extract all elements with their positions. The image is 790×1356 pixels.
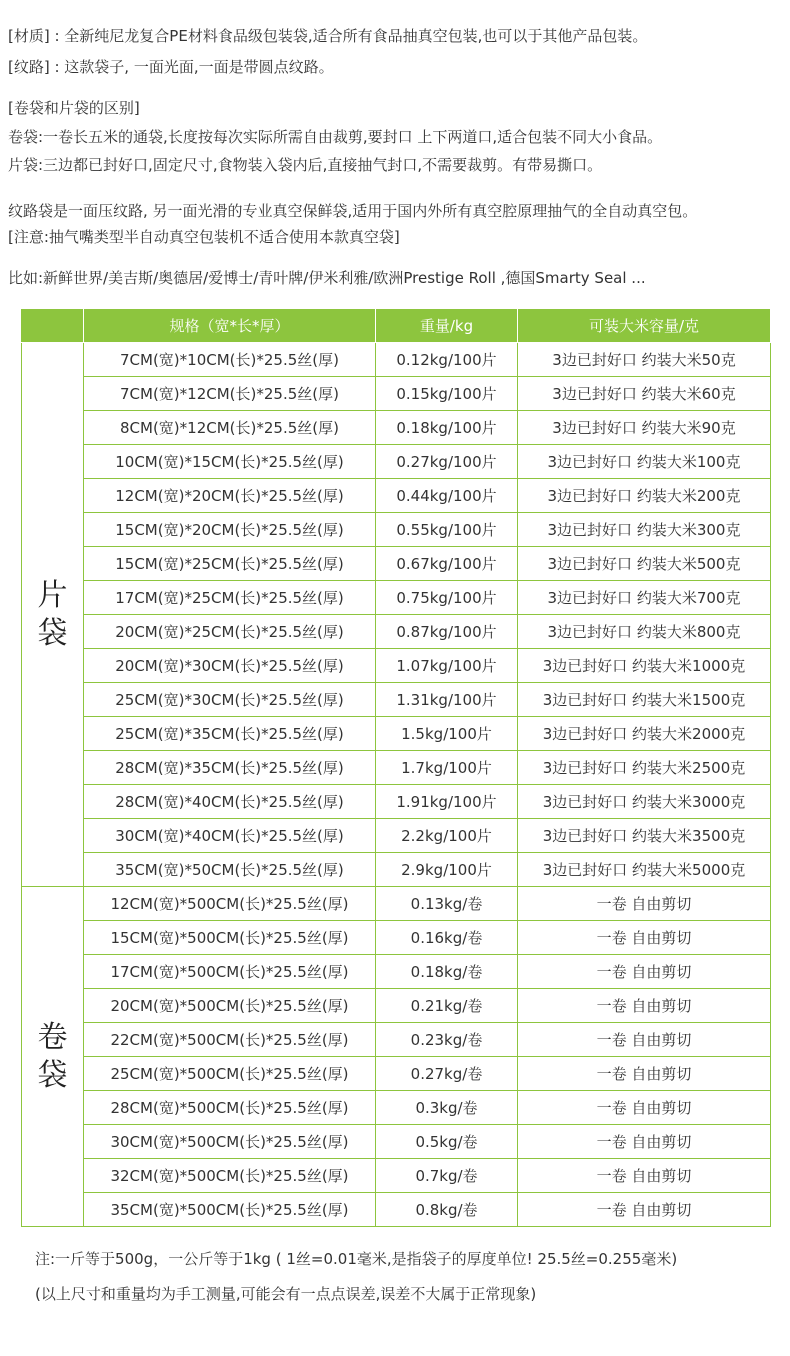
- spec-table: [21, 308, 771, 1227]
- table-row: [22, 649, 771, 683]
- cell-spec: 8CM(宽)*12CM(长)*25.5丝(厚): [84, 411, 376, 445]
- cell-weight: 0.15kg/100片: [376, 377, 518, 411]
- sheet-group-char: 袋: [37, 615, 68, 651]
- cell-spec: 10CM(宽)*15CM(长)*25.5丝(厚): [84, 445, 376, 479]
- cell-weight: 0.7kg/卷: [376, 1159, 518, 1193]
- cell-capacity: 3边已封好口 约装大米800克: [518, 615, 771, 649]
- cell-weight: 0.67kg/100片: [376, 547, 518, 581]
- cell-capacity: 3边已封好口 约装大米1000克: [518, 649, 771, 683]
- cell-capacity: 一卷 自由剪切: [518, 1023, 771, 1057]
- cell-capacity: 3边已封好口 约装大米700克: [518, 581, 771, 615]
- sheet-group-label: [22, 343, 84, 887]
- cell-weight: 1.5kg/100片: [376, 717, 518, 751]
- cell-weight: 0.18kg/卷: [376, 955, 518, 989]
- roll-group-char: 袋: [37, 1057, 68, 1093]
- cell-spec: 17CM(宽)*25CM(长)*25.5丝(厚): [84, 581, 376, 615]
- table-row: [22, 377, 771, 411]
- table-row: [22, 343, 771, 377]
- cell-weight: 2.9kg/100片: [376, 853, 518, 887]
- cell-weight: 0.75kg/100片: [376, 581, 518, 615]
- table-row: [22, 887, 771, 921]
- cell-weight: 0.16kg/卷: [376, 921, 518, 955]
- cell-capacity: 一卷 自由剪切: [518, 887, 771, 921]
- cell-capacity: 一卷 自由剪切: [518, 1159, 771, 1193]
- table-row: [22, 445, 771, 479]
- cell-capacity: 3边已封好口 约装大米300克: [518, 513, 771, 547]
- note-measure: (以上尺寸和重量均为手工测量,可能会有一点点误差,误差不大属于正常现象): [35, 1285, 537, 1303]
- cell-spec: 28CM(宽)*35CM(长)*25.5丝(厚): [84, 751, 376, 785]
- cell-capacity: 3边已封好口 约装大米200克: [518, 479, 771, 513]
- cell-weight: 1.7kg/100片: [376, 751, 518, 785]
- intro-warning: [注意:抽气嘴类型半自动真空包装机不适合使用本款真空袋]: [8, 228, 400, 246]
- table-row: [22, 1159, 771, 1193]
- cell-capacity: 一卷 自由剪切: [518, 1125, 771, 1159]
- table-row: [22, 1023, 771, 1057]
- intro-usage: 纹路袋是一面压纹路, 另一面光滑的专业真空保鲜袋,适用于国内外所有真空腔原理抽气的全自动真空包。: [8, 202, 698, 220]
- cell-spec: 7CM(宽)*12CM(长)*25.5丝(厚): [84, 377, 376, 411]
- note-units: 注:一斤等于500g，一公斤等于1kg ( 1丝=0.01毫米,是指袋子的厚度单位! 25.5丝=0.255毫米): [35, 1250, 678, 1268]
- cell-capacity: 3边已封好口 约装大米60克: [518, 377, 771, 411]
- cell-capacity: 一卷 自由剪切: [518, 1193, 771, 1227]
- cell-spec: 20CM(宽)*500CM(长)*25.5丝(厚): [84, 989, 376, 1023]
- cell-weight: 0.3kg/卷: [376, 1091, 518, 1125]
- cell-weight: 2.2kg/100片: [376, 819, 518, 853]
- table-row: [22, 615, 771, 649]
- cell-spec: 32CM(宽)*500CM(长)*25.5丝(厚): [84, 1159, 376, 1193]
- intro-sheet-desc: 片袋:三边都已封好口,固定尺寸,食物装入袋内后,直接抽气封口,不需要裁剪。有带易撕口。: [8, 156, 603, 174]
- cell-weight: 0.8kg/卷: [376, 1193, 518, 1227]
- cell-spec: 7CM(宽)*10CM(长)*25.5丝(厚): [84, 343, 376, 377]
- cell-capacity: 3边已封好口 约装大米3500克: [518, 819, 771, 853]
- table-row: [22, 853, 771, 887]
- cell-spec: 30CM(宽)*40CM(长)*25.5丝(厚): [84, 819, 376, 853]
- cell-spec: 17CM(宽)*500CM(长)*25.5丝(厚): [84, 955, 376, 989]
- table-row: [22, 921, 771, 955]
- cell-spec: 25CM(宽)*500CM(长)*25.5丝(厚): [84, 1057, 376, 1091]
- intro-material: [材质] : 全新纯尼龙复合PE材料食品级包装袋,适合所有食品抽真空包装,也可以于其他产品包装。: [8, 27, 648, 45]
- table-row: [22, 581, 771, 615]
- table-row: [22, 479, 771, 513]
- cell-capacity: 3边已封好口 约装大米50克: [518, 343, 771, 377]
- cell-spec: 12CM(宽)*20CM(长)*25.5丝(厚): [84, 479, 376, 513]
- intro-examples: 比如:新鲜世界/美吉斯/奥德居/爱博士/青叶牌/伊米利雅/欧洲Prestige Roll ,德国Smarty Seal ...: [8, 269, 646, 287]
- header-spec: 规格（宽*长*厚）: [84, 309, 376, 343]
- cell-capacity: 3边已封好口 约装大米500克: [518, 547, 771, 581]
- table-row: [22, 547, 771, 581]
- table-row: [22, 1057, 771, 1091]
- cell-spec: 25CM(宽)*30CM(长)*25.5丝(厚): [84, 683, 376, 717]
- cell-spec: 28CM(宽)*40CM(长)*25.5丝(厚): [84, 785, 376, 819]
- table-row: [22, 1125, 771, 1159]
- cell-spec: 15CM(宽)*25CM(长)*25.5丝(厚): [84, 547, 376, 581]
- cell-capacity: 一卷 自由剪切: [518, 1091, 771, 1125]
- cell-capacity: 3边已封好口 约装大米1500克: [518, 683, 771, 717]
- cell-weight: 0.27kg/100片: [376, 445, 518, 479]
- cell-weight: 0.12kg/100片: [376, 343, 518, 377]
- cell-capacity: 一卷 自由剪切: [518, 1057, 771, 1091]
- cell-weight: 0.18kg/100片: [376, 411, 518, 445]
- cell-weight: 0.27kg/卷: [376, 1057, 518, 1091]
- roll-group-char: 卷: [37, 1019, 68, 1055]
- cell-weight: 1.31kg/100片: [376, 683, 518, 717]
- cell-spec: 20CM(宽)*25CM(长)*25.5丝(厚): [84, 615, 376, 649]
- table-row: [22, 1193, 771, 1227]
- header-weight: 重量/kg: [376, 309, 518, 343]
- cell-capacity: 3边已封好口 约装大米100克: [518, 445, 771, 479]
- table-row: [22, 785, 771, 819]
- cell-spec: 35CM(宽)*500CM(长)*25.5丝(厚): [84, 1193, 376, 1227]
- cell-spec: 20CM(宽)*30CM(长)*25.5丝(厚): [84, 649, 376, 683]
- cell-weight: 0.87kg/100片: [376, 615, 518, 649]
- cell-capacity: 3边已封好口 约装大米90克: [518, 411, 771, 445]
- table-body: [22, 343, 771, 1227]
- table-row: [22, 411, 771, 445]
- cell-spec: 15CM(宽)*20CM(长)*25.5丝(厚): [84, 513, 376, 547]
- table-row: [22, 751, 771, 785]
- cell-capacity: 一卷 自由剪切: [518, 989, 771, 1023]
- intro-texture: [纹路] : 这款袋子, 一面光面,一面是带圆点纹路。: [8, 58, 334, 76]
- table-row: [22, 955, 771, 989]
- table-row: [22, 1091, 771, 1125]
- sheet-group-char: 片: [37, 577, 68, 613]
- table-row: [22, 717, 771, 751]
- cell-capacity: 一卷 自由剪切: [518, 955, 771, 989]
- intro-roll-desc: 卷袋:一卷长五米的通袋,长度按每次实际所需自由裁剪,要封口 上下两道口,适合包装不同大小食品。: [8, 128, 663, 146]
- cell-weight: 0.13kg/卷: [376, 887, 518, 921]
- table-row: [22, 513, 771, 547]
- cell-weight: 1.07kg/100片: [376, 649, 518, 683]
- cell-spec: 25CM(宽)*35CM(长)*25.5丝(厚): [84, 717, 376, 751]
- cell-capacity: 3边已封好口 约装大米2000克: [518, 717, 771, 751]
- cell-capacity: 一卷 自由剪切: [518, 921, 771, 955]
- roll-group-label: [22, 887, 84, 1227]
- cell-capacity: 3边已封好口 约装大米5000克: [518, 853, 771, 887]
- cell-weight: 0.23kg/卷: [376, 1023, 518, 1057]
- cell-spec: 22CM(宽)*500CM(长)*25.5丝(厚): [84, 1023, 376, 1057]
- cell-spec: 15CM(宽)*500CM(长)*25.5丝(厚): [84, 921, 376, 955]
- header-capacity: 可装大米容量/克: [518, 309, 771, 343]
- cell-capacity: 3边已封好口 约装大米3000克: [518, 785, 771, 819]
- cell-spec: 30CM(宽)*500CM(长)*25.5丝(厚): [84, 1125, 376, 1159]
- table-row: [22, 819, 771, 853]
- cell-weight: 1.91kg/100片: [376, 785, 518, 819]
- table-row: [22, 989, 771, 1023]
- cell-spec: 35CM(宽)*50CM(长)*25.5丝(厚): [84, 853, 376, 887]
- intro-diff-title: [卷袋和片袋的区别]: [8, 99, 140, 117]
- cell-weight: 0.44kg/100片: [376, 479, 518, 513]
- cell-spec: 28CM(宽)*500CM(长)*25.5丝(厚): [84, 1091, 376, 1125]
- table-header-row: [22, 309, 771, 343]
- table-row: [22, 683, 771, 717]
- cell-weight: 0.5kg/卷: [376, 1125, 518, 1159]
- cell-spec: 12CM(宽)*500CM(长)*25.5丝(厚): [84, 887, 376, 921]
- header-corner: [22, 309, 84, 343]
- cell-weight: 0.55kg/100片: [376, 513, 518, 547]
- cell-capacity: 3边已封好口 约装大米2500克: [518, 751, 771, 785]
- cell-weight: 0.21kg/卷: [376, 989, 518, 1023]
